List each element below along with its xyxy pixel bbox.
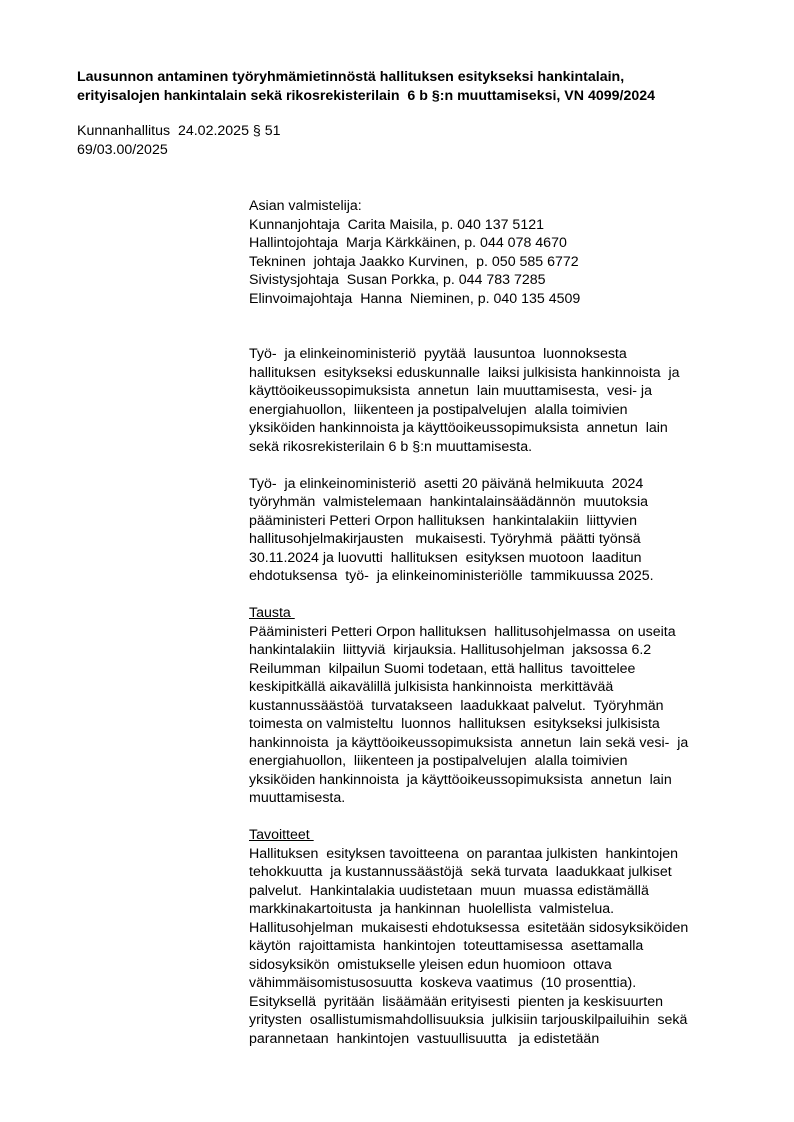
meeting-meta bbox=[77, 122, 281, 159]
text-line: parannetaan hankintojen vastuullisuutta ja edistetään bbox=[249, 1030, 600, 1047]
text-line: Työ- ja elinkeinoministeriö pyytää lausuntoa luonnoksesta bbox=[249, 346, 627, 362]
title-line: erityisalojen hankintalain sekä rikosrekisterilain 6 b §:n muuttamiseksi, VN 4099/2024 bbox=[77, 87, 656, 104]
preparer: Sivistysjohtaja Susan Porkka, p. 044 783 7285 bbox=[249, 272, 546, 288]
record-number: 69/03.00/2025 bbox=[77, 141, 168, 158]
text-line: 30.11.2024 ja luovutti hallituksen esityksen muotoon laaditun bbox=[249, 549, 642, 566]
text-line: sekä rikosrekisterilain 6 b §:n muuttamisesta. bbox=[249, 438, 533, 455]
text-line: energiahuollon, liikenteen ja postipalvelujen alalla toimivien bbox=[249, 401, 628, 418]
text-line: Työ- ja elinkeinoministeriö asetti 20 päivänä helmikuuta 2024 bbox=[249, 475, 644, 492]
text-line: hankinnoista ja käyttöoikeussopimuksista annetun lain sekä vesi- ja bbox=[249, 734, 689, 751]
section-tausta bbox=[249, 604, 749, 808]
preparer: Kunnanjohtaja Carita Maisila, p. 040 137 5121 bbox=[249, 216, 544, 233]
text-line: pääministeri Petteri Orpon hallituksen hankintalakiin liittyvien bbox=[249, 512, 637, 529]
preparer: Tekninen johtaja Jaakko Kurvinen, p. 050 585 6772 bbox=[249, 253, 579, 270]
preparer: Elinvoimajohtaja Hanna Nieminen, p. 040 135 4509 bbox=[249, 290, 581, 307]
text-line: muuttamisesta. bbox=[249, 790, 346, 806]
text-line: keskipitkällä aikavälillä julkisista hankinnoista merkittävää bbox=[249, 679, 614, 695]
text-line: hallitusohjelmakirjausten mukaisesti. Työryhmä päätti työnsä bbox=[249, 531, 641, 547]
meeting-body-date: Kunnanhallitus 24.02.2025 § 51 bbox=[77, 123, 281, 139]
title-line: Lausunnon antaminen työryhmämietinnöstä hallituksen esitykseksi hankintalain, bbox=[77, 69, 625, 85]
section-tavoitteet bbox=[249, 826, 749, 1048]
text-line: tehokkuutta ja kustannussäästöjä sekä turvata laadukkaat julkiset bbox=[249, 864, 672, 880]
text-line: vähimmäisomistusosuutta koskeva vaatimus (10 prosenttia). bbox=[249, 975, 637, 991]
text-line: Pääministeri Petteri Orpon hallituksen hallitusohjelmassa on useita bbox=[249, 623, 676, 640]
preparers-heading: Asian valmistelija: bbox=[249, 198, 362, 214]
section-heading: Tavoitteet bbox=[249, 827, 314, 843]
text-line: kustannussäästöä turvatakseen laadukkaat palvelut. Työryhmän bbox=[249, 697, 664, 714]
text-line: energiahuollon, liikenteen ja postipalvelujen alalla toimivien bbox=[249, 753, 628, 769]
text-line: markkinakartoitusta ja hankinnan huolellista valmistelua. bbox=[249, 901, 615, 917]
text-line: käyttöoikeussopimuksista annetun lain muuttamisesta, vesi- ja bbox=[249, 383, 652, 399]
section-heading: Tausta bbox=[249, 605, 295, 621]
text-line: Reilumman kilpailun Suomi todetaan, että hallitus tavoittelee bbox=[249, 660, 636, 677]
text-line: yksiköiden hankinnoista ja käyttöoikeussopimuksista annetun lain bbox=[249, 420, 668, 436]
text-line: palvelut. Hankintalakia uudistetaan muun muassa edistämällä bbox=[249, 882, 649, 899]
text-line: Hallitusohjelman mukaisesti ehdotuksessa esitetään sidosyksiköiden bbox=[249, 919, 689, 936]
text-line: toimesta on valmisteltu luonnos hallituksen esitykseksi julkisista bbox=[249, 716, 660, 732]
text-line: yritysten osallistumismahdollisuuksia julkisiin tarjouskilpailuihin sekä bbox=[249, 1012, 688, 1028]
paragraph-request bbox=[249, 345, 749, 456]
text-line: ehdotuksensa työ- ja elinkeinoministeriölle tammikuussa 2025. bbox=[249, 568, 654, 584]
text-line: työryhmän valmistelemaan hankintalainsäädännön muutoksia bbox=[249, 494, 649, 510]
text-line: Esityksellä pyritään lisäämään erityisesti pienten ja keskisuurten bbox=[249, 993, 663, 1010]
preparers-block bbox=[249, 197, 749, 308]
text-line: käytön rajoittamista hankintojen toteuttamisessa asettamalla bbox=[249, 938, 644, 954]
text-line: sidosyksikön omistukselle yleisen edun huomioon ottava bbox=[249, 956, 612, 973]
paragraph-working-group bbox=[249, 475, 749, 586]
text-line: yksiköiden hankinnoista ja käyttöoikeussopimuksista annetun lain bbox=[249, 771, 672, 788]
document-title bbox=[77, 68, 757, 105]
text-line: Hallituksen esityksen tavoitteena on parantaa julkisten hankintojen bbox=[249, 845, 679, 862]
document-body bbox=[249, 197, 749, 1048]
text-line: hallituksen esitykseksi eduskunnalle laiksi julkisista hankinnoista ja bbox=[249, 364, 680, 381]
text-line: hankintalakiin liittyviä kirjauksia. Hallitusohjelman jaksossa 6.2 bbox=[249, 642, 652, 658]
preparer: Hallintojohtaja Marja Kärkkäinen, p. 044 078 4670 bbox=[249, 235, 567, 251]
